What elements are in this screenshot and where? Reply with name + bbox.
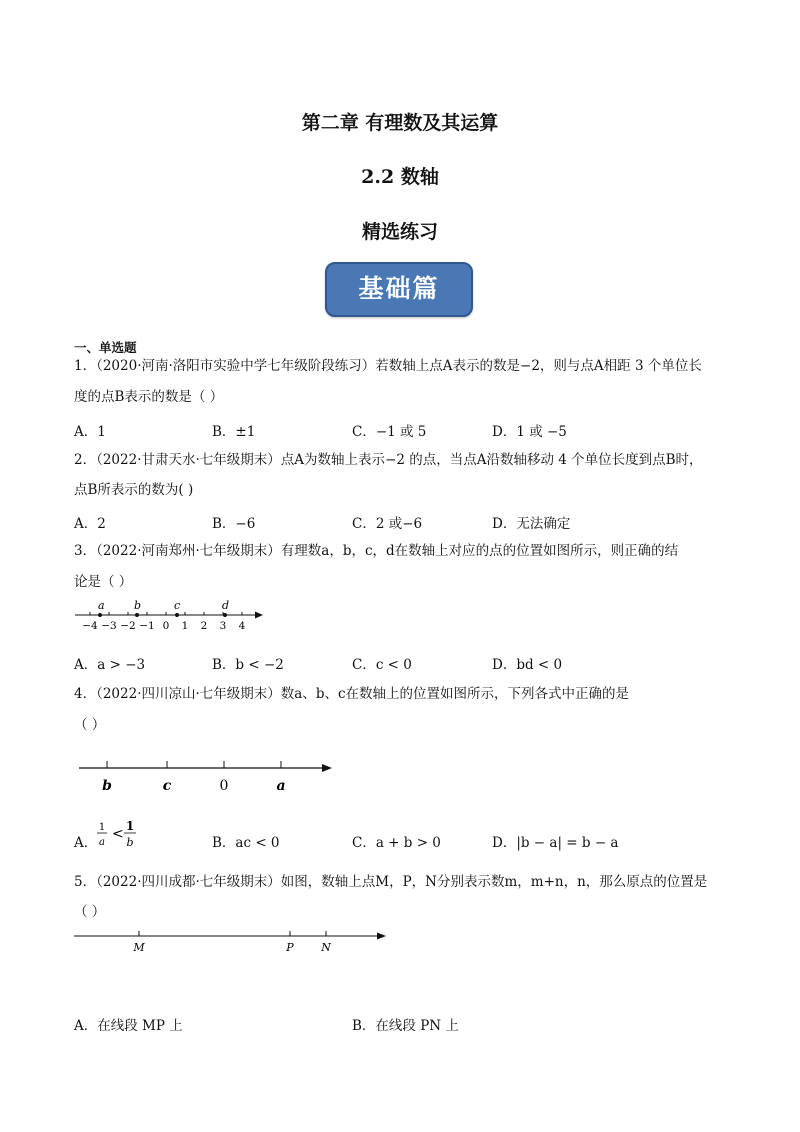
q3-point-a [98,613,102,617]
q4-option-d: D．|b − a| = b − a [492,835,619,851]
q3-point-d [223,613,227,617]
q3-tick-label: −1 [139,620,155,632]
q5-label-p: P [286,941,294,954]
q4-label-b: b [102,778,112,794]
question-5-line-2: （ ） [74,904,106,920]
q3-tick-label: 0 [162,620,170,632]
q1-option-b: B．±1 [212,424,256,440]
q5-option-a: A．在线段 MP 上 [74,1018,183,1034]
q3-option-d: D．bd < 0 [492,657,563,673]
q4-label-c: c [162,778,172,794]
q3-option-b: B．b < −2 [212,657,284,673]
q5-option-b: B．在线段 PN 上 [352,1018,459,1034]
q3-tick-label: 4 [238,620,246,632]
q4-frac-2-den: b [126,836,134,849]
question-1-line-1: 1．（2020·河南·洛阳市实验中学七年级阶段练习）若数轴上点A表示的数是−2，则与点A相距 3 个单位长 [74,358,702,374]
q3-label-c: c [174,599,181,612]
q4-axis-arrow [322,764,332,772]
q3-label-a: a [98,599,105,612]
q4-lt-sign: < [112,826,124,842]
q5-label-n: N [321,941,331,954]
q3-tick-label: 1 [181,620,189,632]
q1-option-c: C．−1 或 5 [352,424,427,440]
q5-axis-arrow [377,933,386,940]
q4-label-a: a [276,778,286,794]
q3-tick-label: −2 [120,620,136,632]
q5-label-m: M [133,941,145,954]
q4-number-line [76,756,338,796]
q4-option-c: C．a + b > 0 [352,835,441,851]
section-title: 2.2 数轴 [361,166,439,188]
q3-axis-arrow [255,612,263,619]
q2-option-c: C．2 或−6 [352,516,423,532]
q4-option-a [96,818,146,854]
q3-point-c [175,613,179,617]
question-1-line-2: 度的点B表示的数是（ ） [74,389,224,405]
question-5-line-1: 5．（2022·四川成都·七年级期末）如图，数轴上点M，P，N分别表示数m，m+n，n，那么原点的位置是 [74,874,708,890]
question-4-line-2: （ ） [74,717,106,733]
chapter-title: 第二章 有理数及其运算 [301,112,499,134]
q3-label-d: d [222,599,230,612]
q5-number-line [72,926,392,956]
q3-number-line [72,598,267,634]
q3-tick-label: 3 [219,620,227,632]
question-2-line-1: 2．（2022·甘肃天水·七年级期末）点A为数轴上表示−2 的点，当点A沿数轴移动 4 个单位长度到点B时， [74,452,703,468]
q3-tick-label: −3 [101,620,117,632]
section-heading: 一、单选题 [74,340,137,355]
level-badge: 基础篇 [325,262,473,317]
question-3-line-2: 论是（ ） [74,574,133,590]
q3-point-b [135,613,139,617]
question-4-line-1: 4．（2022·四川凉山·七年级期末）数a、b、c在数轴上的位置如图所示，下列各式中正确的是 [74,686,630,702]
q4-frac-1-num: 1 [98,822,106,833]
subtitle: 精选练习 [361,221,438,243]
q3-option-c: C．c < 0 [352,657,412,673]
q1-option-a: A．1 [74,424,106,440]
q3-tick-label: 2 [200,620,208,632]
q4-label-zero: 0 [219,778,229,794]
q3-tick-label: −4 [82,620,98,632]
q4-frac-2-num: 1 [125,819,135,833]
q1-option-d: D．1 或 −5 [492,424,567,440]
q2-option-a: A．2 [74,516,106,532]
question-3-line-1: 3．（2022·河南郑州·七年级期末）有理数a，b，c，d在数轴上对应的点的位置如图所示，则正确的结 [74,543,679,559]
q3-option-a: A．a > −3 [74,657,146,673]
q2-option-b: B．−6 [212,516,256,532]
question-2-line-2: 点B所表示的数为( ) [74,482,194,498]
q4-option-b: B．ac < 0 [212,835,280,851]
q2-option-d: D．无法确定 [492,516,571,532]
q3-label-b: b [134,599,142,612]
q4-frac-1-den: a [99,837,105,848]
q4-option-a-label: A． [74,835,98,851]
